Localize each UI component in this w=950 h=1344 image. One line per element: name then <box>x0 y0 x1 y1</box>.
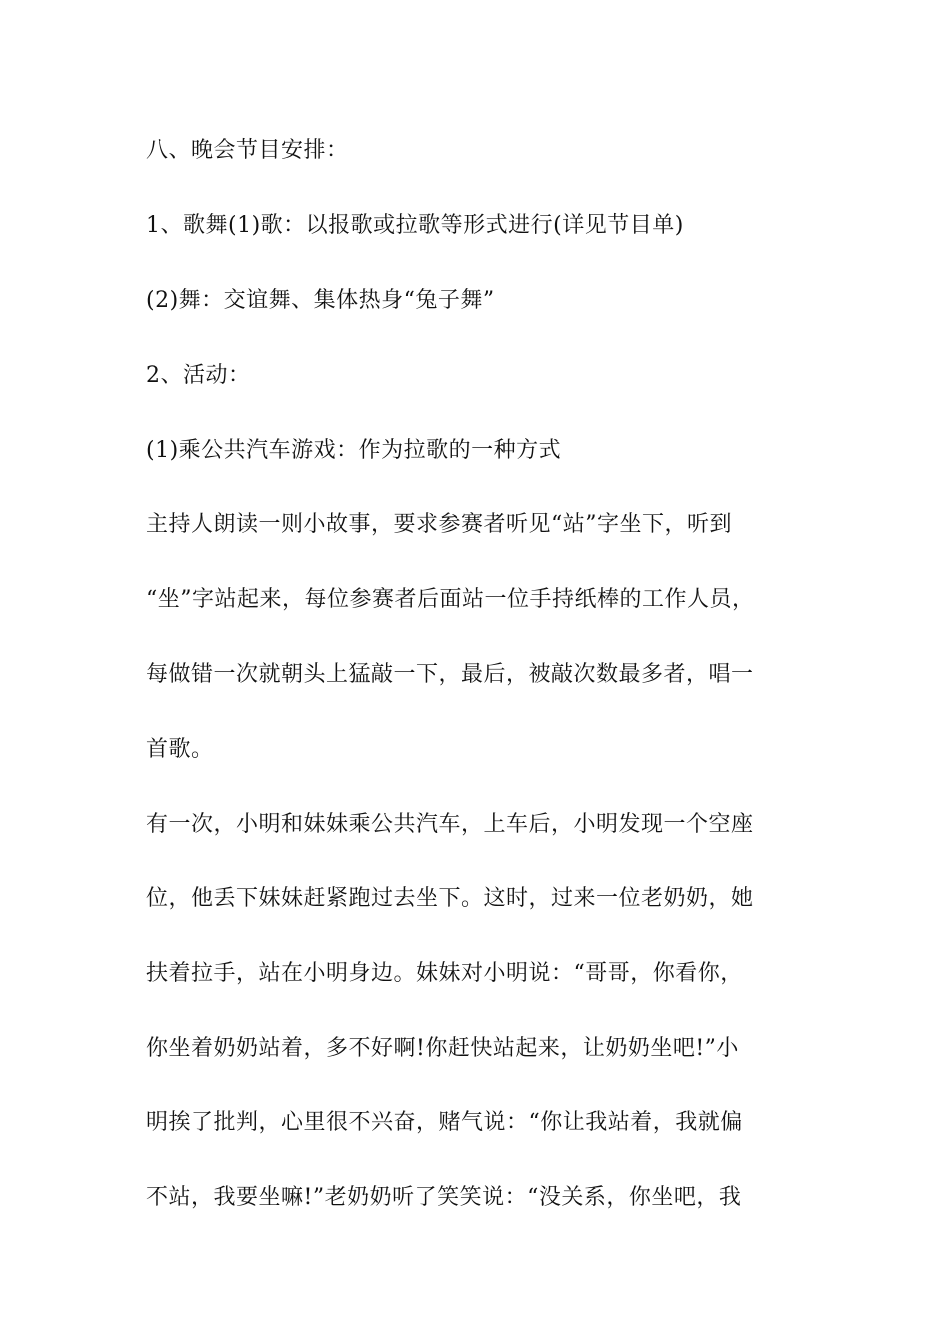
text-line: 你坐着奶奶站着，多不好啊!你赶快站起来，让奶奶坐吧!”小 <box>146 1036 739 1061</box>
text-line: 1、歌舞(1)歌：以报歌或拉歌等形式进行(详见节目单) <box>146 213 684 238</box>
text-line: 每做错一次就朝头上猛敲一下，最后，被敲次数最多者，唱一 <box>146 662 754 687</box>
text-line: 不站，我要坐嘛!”老奶奶听了笑笑说：“没关系，你坐吧，我 <box>146 1185 742 1210</box>
text-line: 有一次，小明和妹妹乘公共汽车，上车后，小明发现一个空座 <box>146 812 754 837</box>
text-line: 位，他丢下妹妹赶紧跑过去坐下。这时，过来一位老奶奶，她 <box>146 886 754 911</box>
text-line: 2、活动： <box>146 363 251 388</box>
text-line: 扶着拉手，站在小明身边。妹妹对小明说：“哥哥，你看你， <box>146 961 743 986</box>
text-line: (1)乘公共汽车游戏：作为拉歌的一种方式 <box>146 438 562 463</box>
text-line: 首歌。 <box>146 737 214 762</box>
text-line: “坐”字站起来，每位参赛者后面站一位手持纸棒的工作人员， <box>146 587 755 612</box>
text-line: 主持人朗读一则小故事，要求参赛者听见“站”字坐下，听到 <box>146 512 732 537</box>
text-line: 明挨了批判，心里很不兴奋，赌气说：“你让我站着，我就偏 <box>146 1110 743 1135</box>
section-heading: 八、晚会节目安排： <box>146 138 349 163</box>
text-line: (2)舞：交谊舞、集体热身“兔子舞” <box>146 288 495 313</box>
